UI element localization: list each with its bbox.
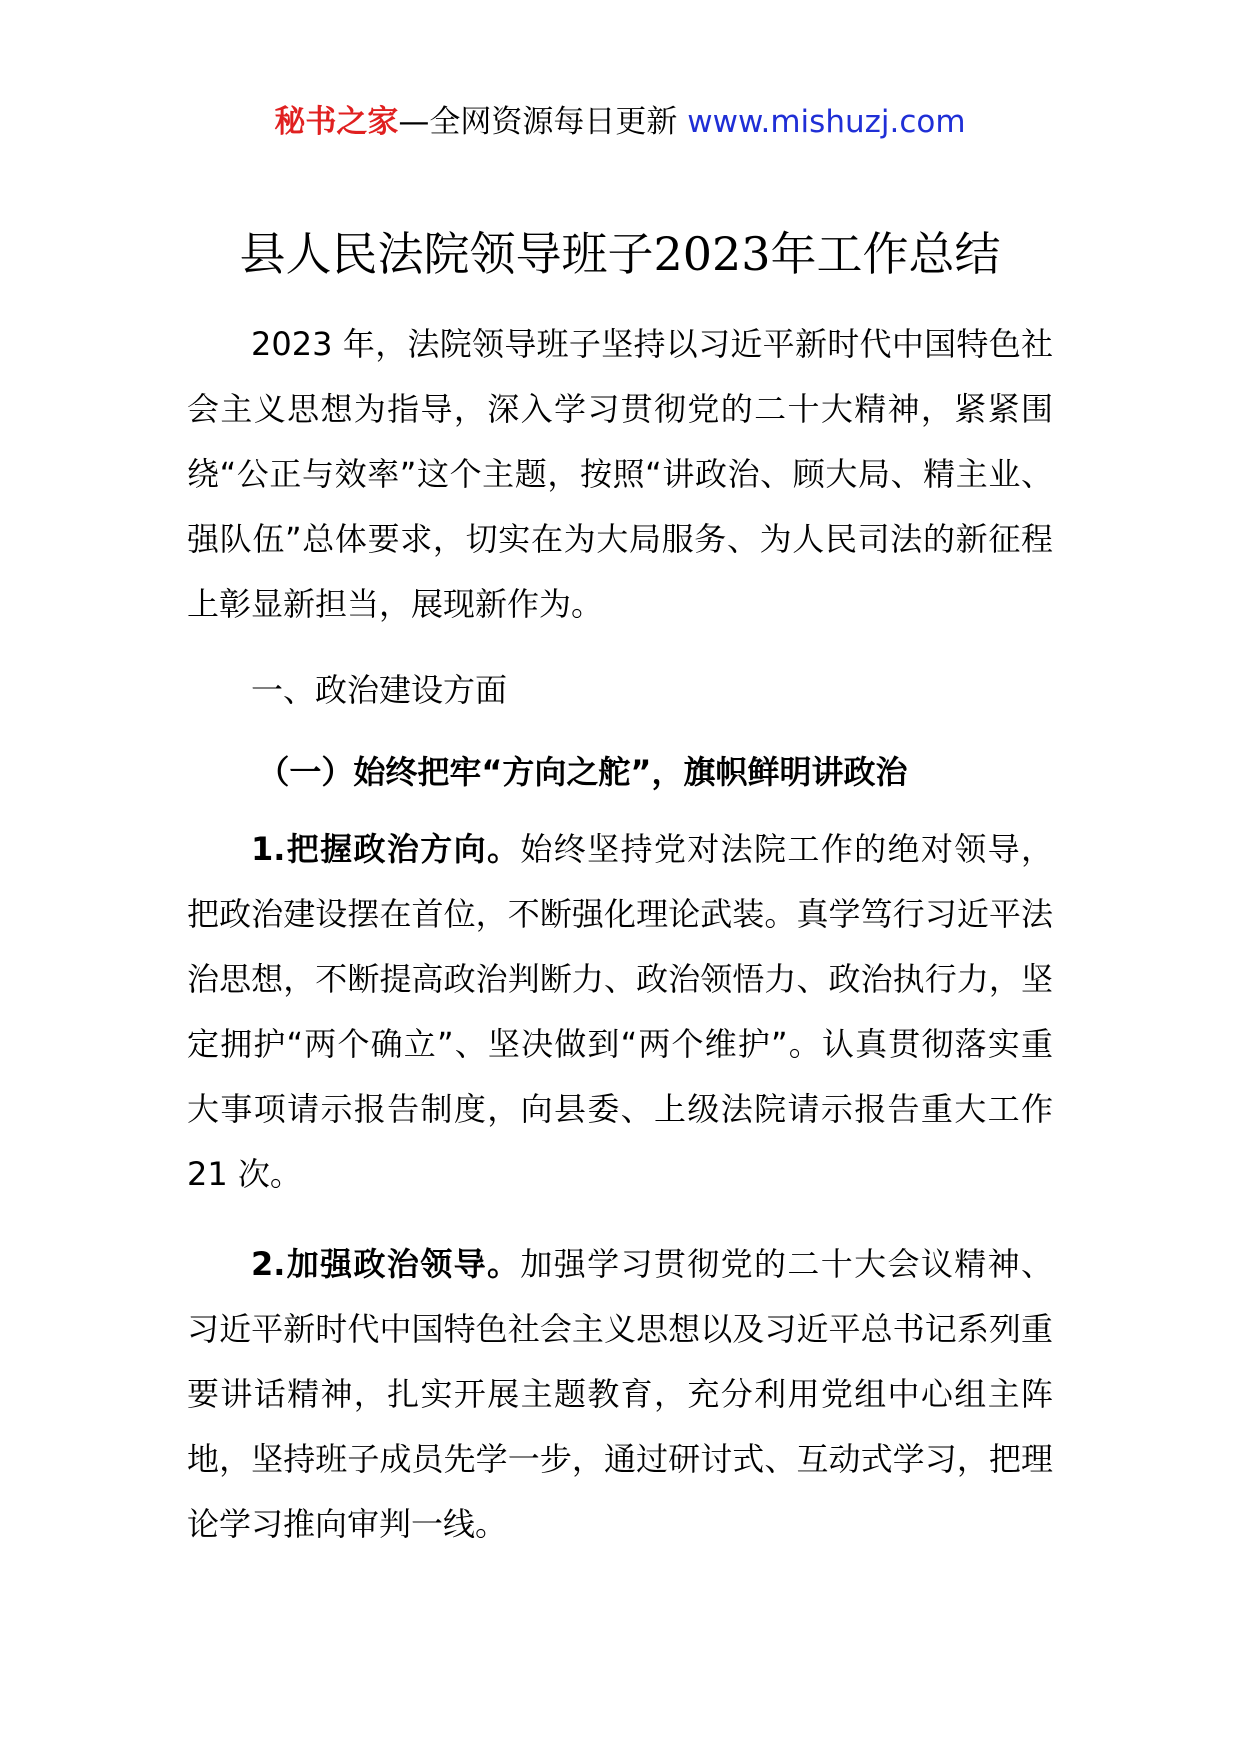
item-1-paragraph bbox=[187, 817, 1053, 1207]
site-header bbox=[0, 100, 1240, 144]
item-1-lead: 1.把握政治方向。 bbox=[251, 830, 521, 868]
title-year: 2023 bbox=[653, 227, 771, 281]
subsection-heading: （一）始终把牢“方向之舵”，旗帜鲜明讲政治 bbox=[257, 753, 908, 791]
intro-paragraph: 2023 年，法院领导班子坚持以习近平新时代中国特色社会主义思想为指导，深入学习贯彻党的二十大精神，紧紧围绕“公正与效率”这个主题，按照“讲政治、顾大局、精主业、强队伍”总体要求，切实在为大局服务、为人民司法的新征程上彰显新担当，展现新作为。 bbox=[187, 325, 1053, 623]
brand-name: 秘书之家 bbox=[274, 104, 399, 140]
title-prefix: 县人民法院领导班子 bbox=[239, 227, 654, 281]
document-title bbox=[0, 224, 1240, 284]
site-url-link[interactable]: www.mishuzj.com bbox=[687, 104, 966, 140]
title-suffix: 年工作总结 bbox=[770, 227, 1001, 281]
section-heading: 一、政治建设方面 bbox=[251, 671, 508, 709]
site-slogan: —全网资源每日更新 bbox=[398, 104, 678, 140]
item-2-text: 加强学习贯彻党的二十大会议精神、习近平新时代中国特色社会主义思想以及习近平总书记系列重要讲话精神，扎实开展主题教育，充分利用党组中心组主阵地，坚持班子成员先学一步，通过研讨式、互动式学习，把理论学习推向审判一线。 bbox=[187, 1245, 1053, 1543]
item-2-paragraph bbox=[187, 1232, 1053, 1557]
item-1-text: 始终坚持党对法院工作的绝对领导，把政治建设摆在首位，不断强化理论武装。真学笃行习近平法治思想，不断提高政治判断力、政治领悟力、政治执行力，坚定拥护“两个确立”、坚决做到“两个维护”。认真贯彻落实重大事项请示报告制度，向县委、上级法院请示报告重大工作 21 次。 bbox=[187, 830, 1053, 1193]
item-2-lead: 2.加强政治领导。 bbox=[251, 1245, 521, 1283]
